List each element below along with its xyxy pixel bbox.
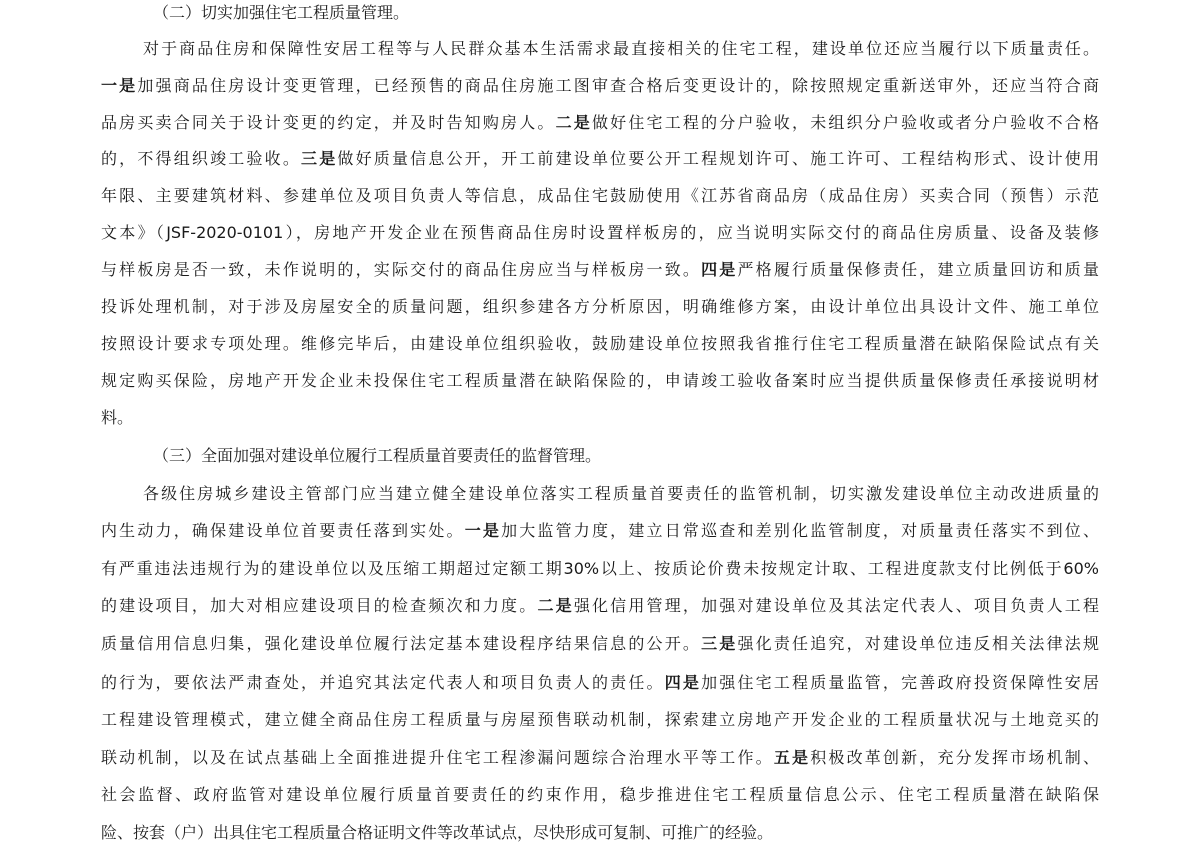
paragraph-line: 社会监督、政府监管对建设单位履行质量首要责任的约束作用，稳步推进住宅工程质量信息公示、住宅工程质量潜在缺陷保 bbox=[101, 785, 1099, 804]
paragraph-line: 品房买卖合同关于设计变更的约定，并及时告知购房人。二是做好住宅工程的分户验收，未组织分户验收或者分户验收不合格 bbox=[101, 113, 1099, 132]
section-3-heading: （三）全面加强对建设单位履行工程质量首要责任的监督管理。 bbox=[153, 446, 602, 465]
paragraph-line: 规定购买保险，房地产开发企业未投保住宅工程质量潜在缺陷保险的，申请竣工验收备案时应当提供质量保修责任承接说明材 bbox=[101, 371, 1099, 390]
section-2-heading: （二）切实加强住宅工程质量管理。 bbox=[153, 3, 410, 22]
paragraph-line: 文本》（JSF-2020-0101），房地产开发企业在预售商品住房时设置样板房的，应当说明实际交付的商品住房质量、设备及装修 bbox=[101, 223, 1099, 242]
paragraph-line: 投诉处理机制，对于涉及房屋安全的质量问题，组织参建各方分析原因，明确维修方案，由设计单位出具设计文件、施工单位 bbox=[101, 297, 1099, 316]
paragraph-line: 内生动力，确保建设单位首要责任落到实处。一是加大监管力度，建立日常巡查和差别化监管制度，对质量责任落实不到位、 bbox=[101, 521, 1099, 540]
paragraph-line: 险、按套（户）出具住宅工程质量合格证明文件等改革试点，尽快形成可复制、可推广的经验。 bbox=[101, 823, 774, 842]
paragraph-line: 料。 bbox=[101, 408, 134, 427]
paragraph-line: 的建设项目，加大对相应建设项目的检查频次和力度。二是强化信用管理，加强对建设单位及其法定代表人、项目负责人工程 bbox=[101, 596, 1099, 615]
paragraph-line: 的，不得组织竣工验收。三是做好质量信息公开，开工前建设单位要公开工程规划许可、施工许可、工程结构形式、设计使用 bbox=[101, 149, 1099, 168]
paragraph-line: 联动机制，以及在试点基础上全面推进提升住宅工程渗漏问题综合治理水平等工作。五是积极改革创新，充分发挥市场机制、 bbox=[101, 748, 1099, 767]
paragraph-line: 有严重违法违规行为的建设单位以及压缩工期超过定额工期30%以上、按质论价费未按规定计取、工程进度款支付比例低于60% bbox=[101, 559, 1099, 578]
paragraph-line: 按照设计要求专项处理。维修完毕后，由建设单位组织验收，鼓励建设单位按照我省推行住宅工程质量潜在缺陷保险试点有关 bbox=[101, 334, 1099, 353]
paragraph-line: 质量信用信息归集，强化建设单位履行法定基本建设程序结果信息的公开。三是强化责任追究，对建设单位违反相关法律法规 bbox=[101, 634, 1099, 653]
paragraph-line: 与样板房是否一致，未作说明的，实际交付的商品住房应当与样板房一致。四是严格履行质量保修责任，建立质量回访和质量 bbox=[101, 260, 1099, 279]
paragraph-line: 工程建设管理模式，建立健全商品住房工程质量与房屋预售联动机制，探索建立房地产开发企业的工程质量状况与土地竞买的 bbox=[101, 710, 1099, 729]
paragraph-line: 各级住房城乡建设主管部门应当建立健全建设单位落实工程质量首要责任的监管机制，切实激发建设单位主动改进质量的 bbox=[143, 484, 1099, 503]
paragraph-line: 年限、主要建筑材料、参建单位及项目负责人等信息，成品住宅鼓励使用《江苏省商品房（成品住房）买卖合同（预售）示范 bbox=[101, 186, 1099, 205]
paragraph-line: 对于商品住房和保障性安居工程等与人民群众基本生活需求最直接相关的住宅工程，建设单位还应当履行以下质量责任。 bbox=[143, 39, 1099, 58]
paragraph-line: 一是加强商品住房设计变更管理，已经预售的商品住房施工图审查合格后变更设计的，除按照规定重新送审外，还应当符合商 bbox=[101, 76, 1099, 95]
paragraph-line: 的行为，要依法严肃查处，并追究其法定代表人和项目负责人的责任。四是加强住宅工程质量监管，完善政府投资保障性安居 bbox=[101, 673, 1099, 692]
